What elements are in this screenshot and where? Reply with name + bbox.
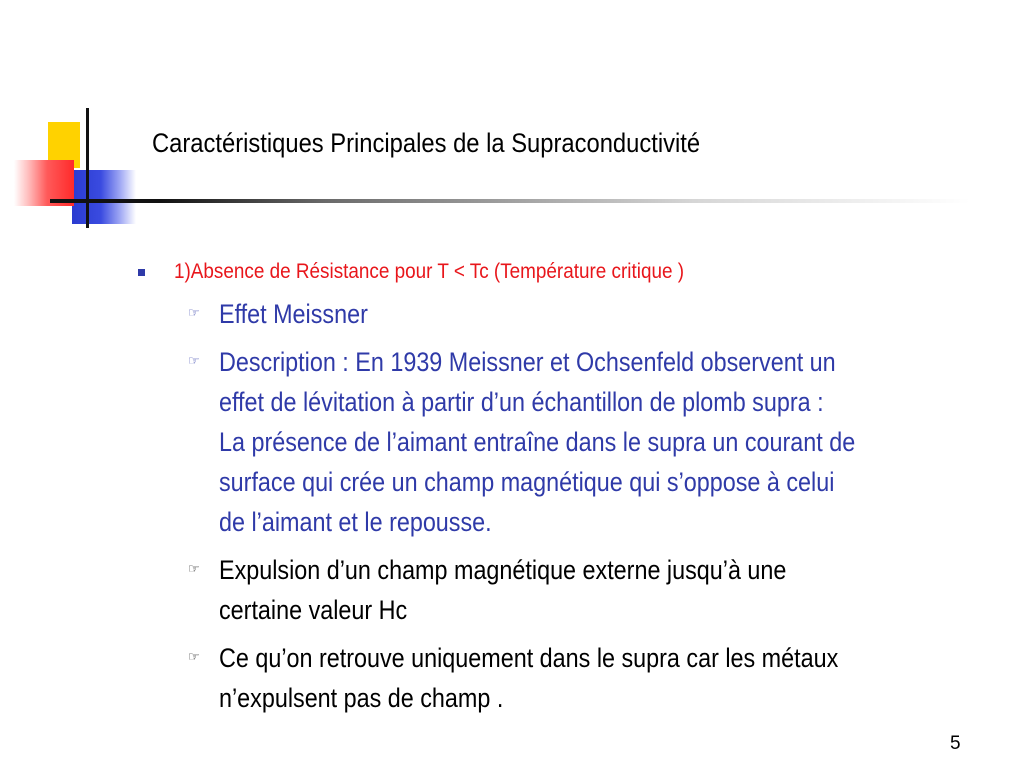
page-number: 5 — [950, 733, 961, 754]
pointing-hand-icon: ☞ — [188, 353, 200, 368]
pointing-hand-icon: ☞ — [188, 305, 200, 320]
sub-bullet-text — [219, 342, 963, 542]
sub-bullet-text — [219, 294, 963, 334]
text-line: effet de lévitation à partir d’un échantillon de plomb supra : — [219, 387, 824, 417]
text-line: n’expulsent pas de champ . — [219, 683, 504, 713]
sub-bullet-text — [219, 550, 963, 630]
pointing-hand-icon: ☞ — [188, 649, 200, 664]
sub-bullet-supra-only — [136, 638, 1006, 718]
square-bullet-icon — [138, 269, 145, 276]
sub-bullet-description — [136, 342, 1006, 542]
slide-title: Caractéristiques Principales de la Supraconductivité — [152, 128, 701, 158]
text-line: Ce qu’on retrouve uniquement dans le supra car les métaux — [219, 643, 839, 673]
slide-content — [136, 258, 1006, 718]
text-line: surface qui crée un champ magnétique qui s’oppose à celui — [219, 467, 835, 497]
text-line: Effet Meissner — [219, 299, 368, 329]
pointing-hand-icon: ☞ — [188, 561, 200, 576]
sub-bullet-effet-meissner — [136, 294, 1006, 334]
vertical-rule — [86, 108, 89, 228]
sub-bullet-expulsion — [136, 550, 1006, 630]
text-line: de l’aimant et le repousse. — [219, 507, 492, 537]
text-line: certaine valeur Hc — [219, 595, 408, 625]
text-line: Description : En 1939 Meissner et Ochsenfeld observent un — [219, 347, 836, 377]
title-underline — [50, 199, 970, 203]
blue-square — [72, 170, 136, 224]
text-line: Expulsion d’un champ magnétique externe jusqu’à une — [219, 555, 787, 585]
level1-bullet-text: 1)Absence de Résistance pour T < Tc (Température critique ) — [174, 260, 685, 283]
level1-bullet — [136, 258, 1006, 286]
sub-bullet-text — [219, 638, 963, 718]
text-line: La présence de l’aimant entraîne dans le supra un courant de — [219, 427, 856, 457]
